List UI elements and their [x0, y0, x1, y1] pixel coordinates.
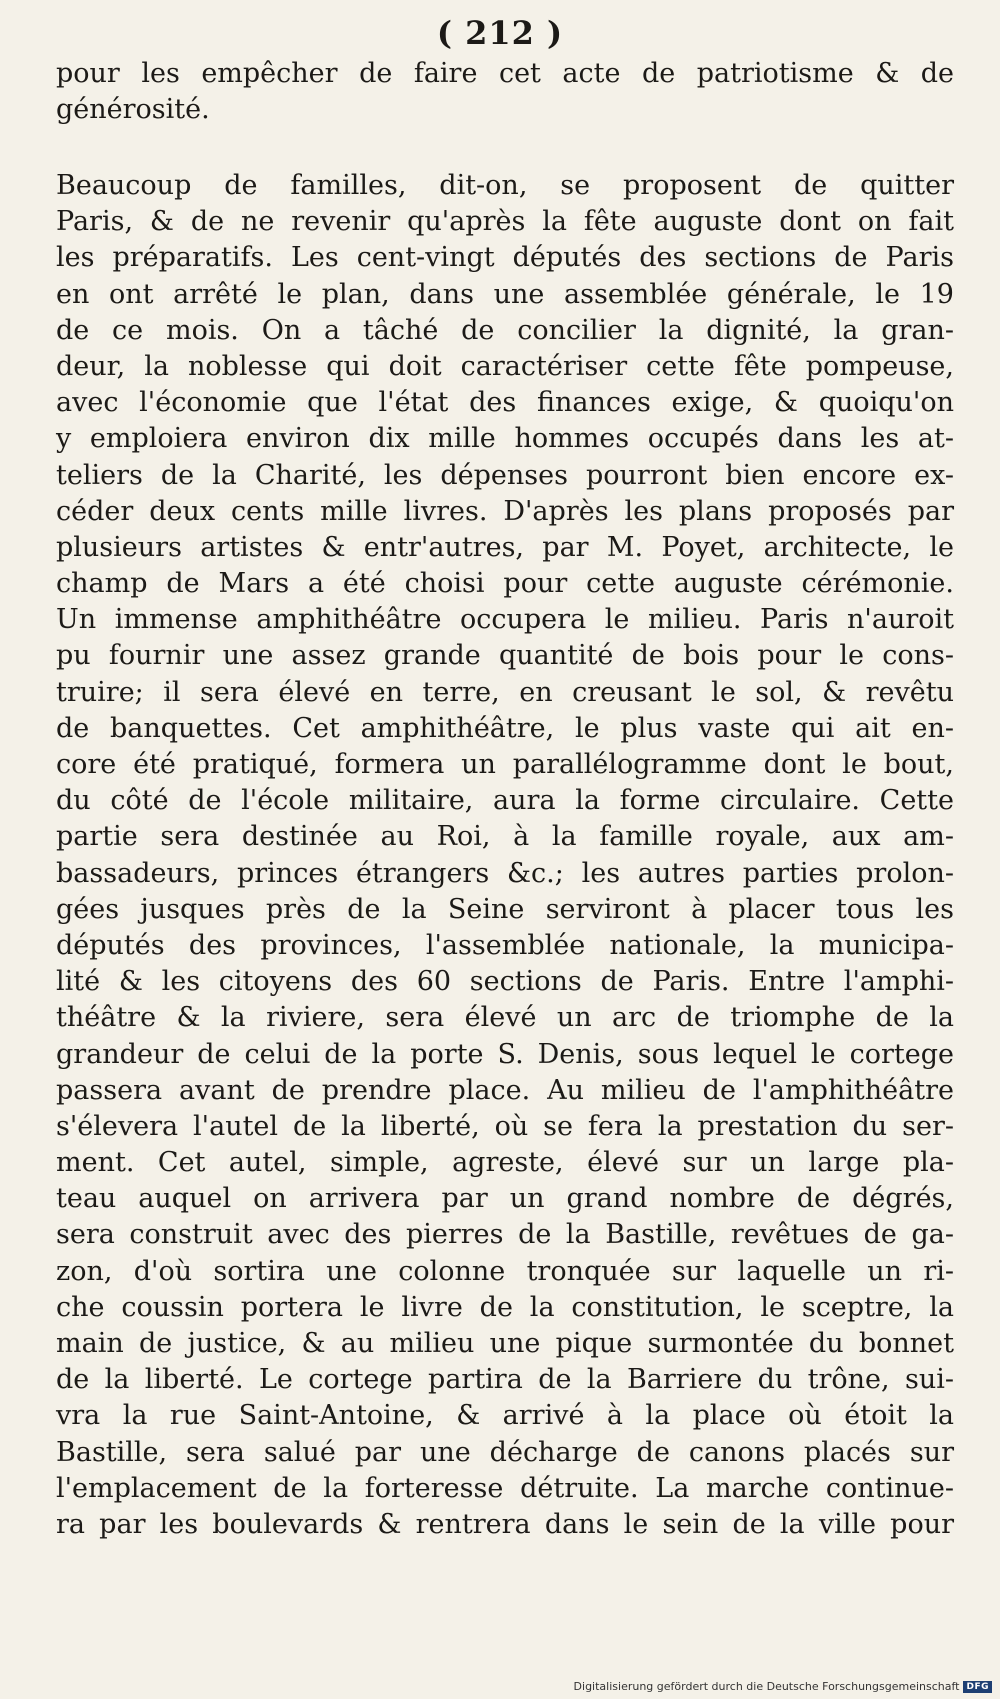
text-line: plusieurs artistes & entr'autres, par M. Poyet, architecte, le: [56, 531, 954, 563]
text-line: y emploiera environ dix mille hommes occupés dans les at-: [56, 423, 954, 455]
text-line: Paris, & de ne revenir qu'après la fête auguste dont on fait: [56, 206, 954, 238]
text-line: de la liberté. Le cortege partira de la Barriere du trône, sui-: [56, 1364, 954, 1396]
text-line: avec l'économie que l'état des finances exige, & quoiqu'on: [56, 387, 954, 419]
text-line: en ont arrêté le plan, dans une assemblée générale, le 19: [56, 278, 954, 310]
text-line: ra par les boulevards & rentrera dans le sein de la ville pour: [56, 1508, 954, 1540]
text-line: grandeur de celui de la porte S. Denis, sous lequel le cortege: [56, 1038, 954, 1070]
text-line: core été pratiqué, formera un parallélogramme dont le bout,: [56, 749, 954, 780]
text-line: teliers de la Charité, les dépenses pourront bien encore ex-: [56, 459, 954, 491]
text-line: vra la rue Saint-Antoine, & arrivé à la place où étoit la: [56, 1400, 954, 1432]
text-line: du côté de l'école militaire, aura la forme circulaire. Cette: [56, 785, 954, 817]
text-line: truire; il sera élevé en terre, en creusant le sol, & revêtu: [56, 676, 954, 708]
text-line: générosité.: [56, 94, 210, 126]
text-line: céder deux cents mille livres. D'après les plans proposés par: [56, 495, 954, 527]
dfg-logo: DFG: [963, 1681, 992, 1693]
page-number: ( 212 ): [436, 14, 564, 52]
text-line: pour les empêcher de faire cet acte de patriotisme & de: [56, 58, 954, 89]
text-line: Bastille, sera salué par une décharge de canons placés sur: [56, 1436, 954, 1468]
digitization-footer: [574, 1680, 992, 1693]
text-line: de ce mois. On a tâché de concilier la dignité, la gran-: [56, 314, 954, 346]
text-line: deur, la noblesse qui doit caractériser cette fête pompeuse,: [56, 350, 954, 382]
text-line: che coussin portera le livre de la constitution, le sceptre, la: [56, 1291, 954, 1323]
text-line: l'emplacement de la forteresse détruite. La marche continue-: [56, 1472, 954, 1504]
text-line: champ de Mars a été choisi pour cette auguste cérémonie.: [56, 568, 954, 600]
text-line: main de justice, & au milieu une pique surmontée du bonnet: [56, 1328, 954, 1359]
paragraph-1: [56, 56, 954, 128]
text-line: Un immense amphithéâtre occupera le milieu. Paris n'auroit: [56, 604, 954, 636]
paragraph-2: [56, 168, 954, 1543]
text-line: sera construit avec des pierres de la Bastille, revêtues de ga-: [56, 1219, 954, 1251]
text-line: bassadeurs, princes étrangers &c.; les autres parties prolon-: [56, 857, 954, 889]
text-line: théâtre & la riviere, sera élevé un arc de triomphe de la: [56, 1002, 954, 1034]
text-line: ment. Cet autel, simple, agreste, élevé sur un large pla-: [56, 1147, 954, 1179]
text-line: zon, d'où sortira une colonne tronquée sur laquelle un ri-: [56, 1255, 954, 1287]
text-line: passera avant de prendre place. Au milieu de l'amphithéâtre: [56, 1074, 954, 1106]
text-line: teau auquel on arrivera par un grand nombre de dégrés,: [56, 1183, 954, 1215]
text-line: pu fournir une assez grande quantité de bois pour le cons-: [56, 640, 954, 672]
text-line: lité & les citoyens des 60 sections de Paris. Entre l'amphi-: [56, 966, 954, 998]
text-line: s'élevera l'autel de la liberté, où se fera la prestation du ser-: [56, 1110, 954, 1142]
text-line: les préparatifs. Les cent-vingt députés des sections de Paris: [56, 242, 954, 274]
footer-text: Digitalisierung gefördert durch die Deutsche Forschungsgemeinschaft: [573, 1680, 960, 1693]
text-line: Beaucoup de familles, dit-on, se proposent de quitter: [56, 170, 954, 201]
text-line: députés des provinces, l'assemblée nationale, la municipa-: [56, 929, 954, 961]
text-line: partie sera destinée au Roi, à la famille royale, aux am-: [56, 821, 954, 853]
text-line: gées jusques près de la Seine serviront à placer tous les: [56, 893, 954, 925]
text-line: de banquettes. Cet amphithéâtre, le plus vaste qui ait en-: [56, 712, 954, 744]
